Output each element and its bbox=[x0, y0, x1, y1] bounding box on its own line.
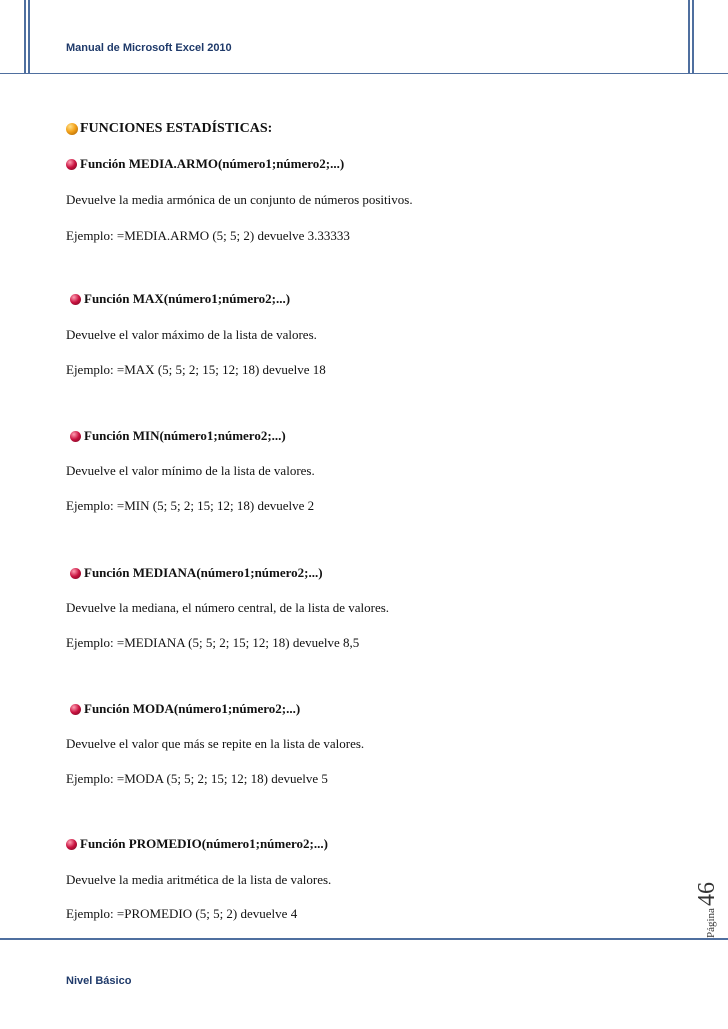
page-label: Página bbox=[705, 908, 717, 938]
function-description: Devuelve la mediana, el número central, de la lista de valores. bbox=[66, 600, 390, 615]
section-heading bbox=[66, 121, 272, 137]
header-frame-right bbox=[688, 0, 694, 73]
function-example: Ejemplo: =MEDIA.ARMO (5; 5; 2) devuelve 3.33333 bbox=[66, 228, 350, 243]
function-example: Ejemplo: =MEDIANA (5; 5; 2; 15; 12; 18) devuelve 8,5 bbox=[66, 635, 360, 650]
red-ball-icon bbox=[70, 431, 81, 442]
page-number bbox=[694, 868, 720, 938]
section-heading-text: FUNCIONES ESTADÍSTICAS: bbox=[80, 121, 273, 136]
header-divider bbox=[0, 73, 728, 74]
header-title: Manual de Microsoft Excel 2010 bbox=[66, 42, 232, 54]
red-ball-icon bbox=[70, 704, 81, 715]
function-example: Ejemplo: =PROMEDIO (5; 5; 2) devuelve 4 bbox=[66, 906, 298, 921]
function-heading-promedio bbox=[66, 836, 328, 852]
function-title: Función PROMEDIO(número1;número2;...) bbox=[80, 836, 328, 851]
function-title: Función MODA(número1;número2;...) bbox=[84, 701, 301, 716]
function-description: Devuelve la media armónica de un conjunto de números positivos. bbox=[66, 192, 413, 207]
function-heading-max bbox=[70, 291, 290, 307]
page-number-value: 46 bbox=[694, 882, 720, 907]
function-description: Devuelve el valor máximo de la lista de valores. bbox=[66, 327, 317, 342]
function-description: Devuelve el valor que más se repite en la lista de valores. bbox=[66, 736, 365, 751]
function-heading-moda bbox=[70, 701, 300, 717]
function-title: Función MAX(número1;número2;...) bbox=[84, 291, 291, 306]
header-frame-left bbox=[24, 0, 30, 73]
orange-ball-icon bbox=[66, 123, 78, 135]
function-heading-media-armo bbox=[66, 156, 344, 172]
red-ball-icon bbox=[70, 294, 81, 305]
red-ball-icon bbox=[70, 568, 81, 579]
function-title: Función MEDIA.ARMO(número1;número2;...) bbox=[80, 156, 345, 171]
function-example: Ejemplo: =MODA (5; 5; 2; 15; 12; 18) devuelve 5 bbox=[66, 771, 328, 786]
function-title: Función MEDIANA(número1;número2;...) bbox=[84, 565, 323, 580]
function-heading-mediana bbox=[70, 565, 323, 581]
function-example: Ejemplo: =MAX (5; 5; 2; 15; 12; 18) devuelve 18 bbox=[66, 362, 326, 377]
red-ball-icon bbox=[66, 159, 77, 170]
function-description: Devuelve la media aritmética de la lista de valores. bbox=[66, 872, 332, 887]
footer-text: Nivel Básico bbox=[66, 975, 132, 987]
function-title: Función MIN(número1;número2;...) bbox=[84, 428, 286, 443]
function-example: Ejemplo: =MIN (5; 5; 2; 15; 12; 18) devuelve 2 bbox=[66, 498, 315, 513]
function-description: Devuelve el valor mínimo de la lista de valores. bbox=[66, 463, 315, 478]
footer-divider bbox=[0, 938, 728, 940]
red-ball-icon bbox=[66, 839, 77, 850]
function-heading-min bbox=[70, 428, 286, 444]
